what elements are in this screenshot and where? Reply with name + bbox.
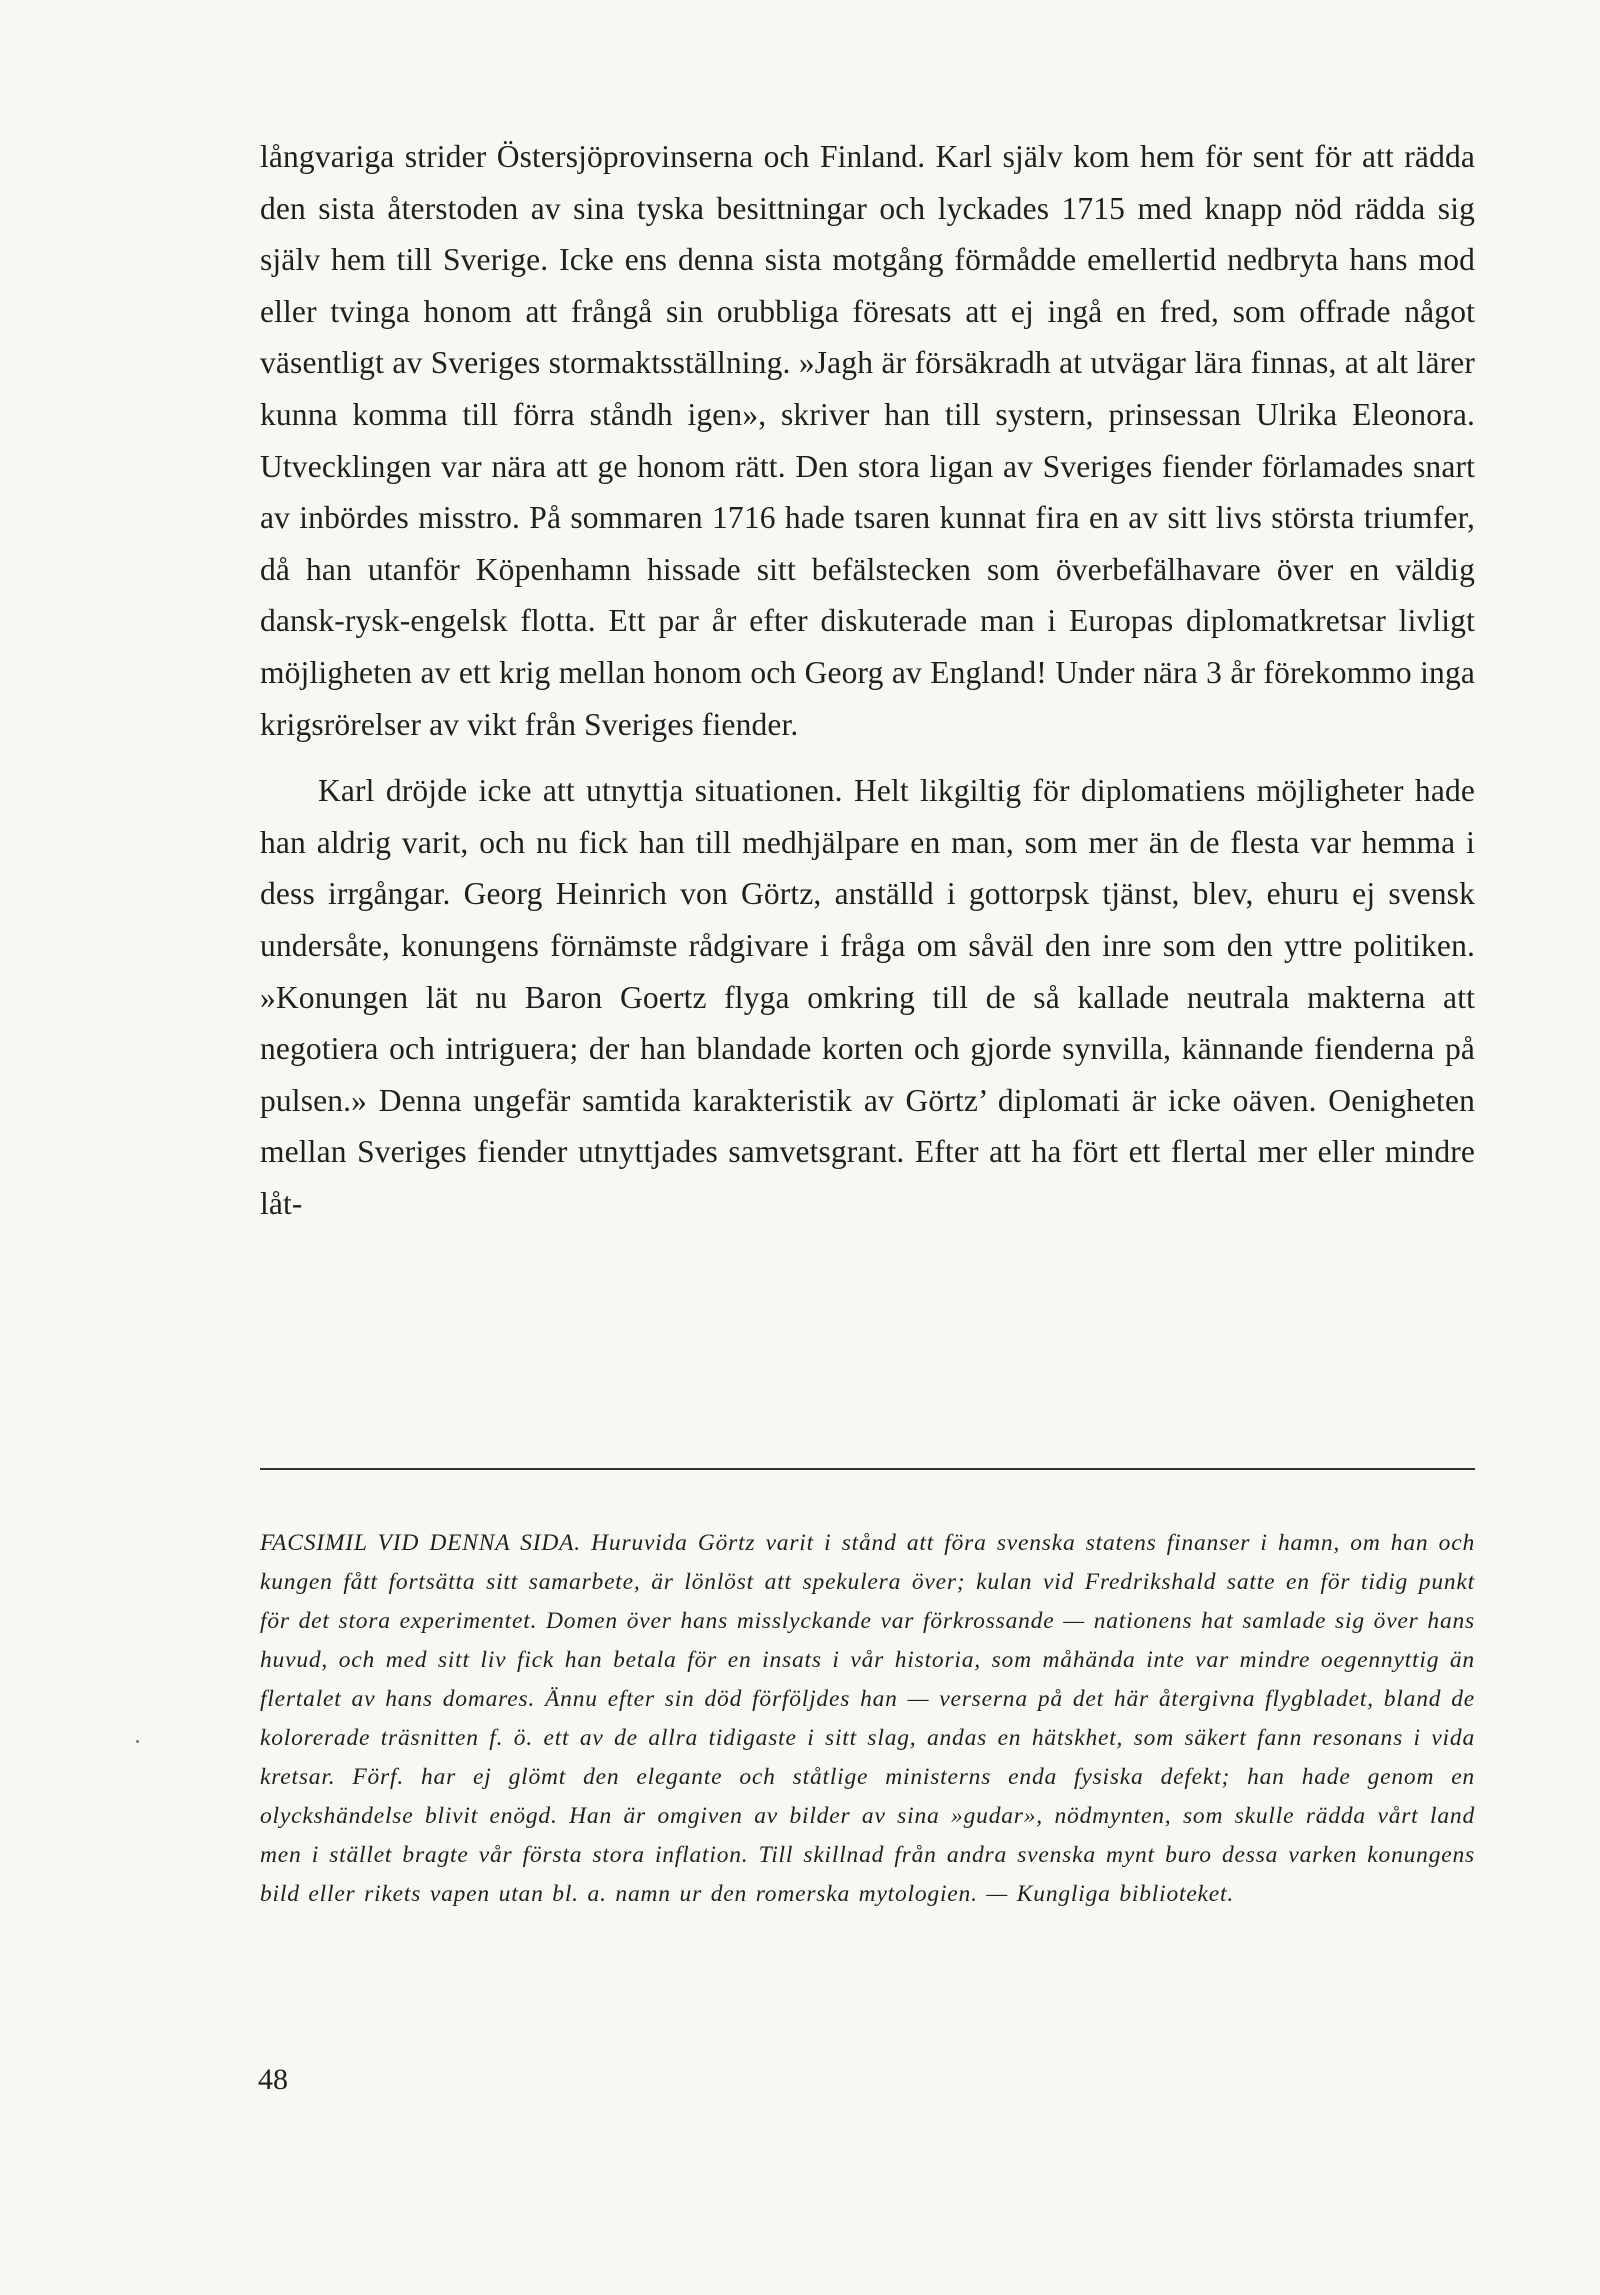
footnote-divider bbox=[260, 1468, 1475, 1470]
footnote-caption: FACSIMIL VID DENNA SIDA. Huruvida Görtz varit i stånd att föra svenska statens finanser i hamn, om han och kungen fått fortsätta sitt samarbete, är lönlöst att spekulera över; kulan vid Fredrikshald satte en för tidig punkt för det stora experimentet. Domen över hans misslyckande var förkrossande — nationens hat samlade sig över hans huvud, och med sitt liv fick han betala för en insats i vår historia, som måhända inte var mindre oegennyttig än flertalet av hans domares. Ännu efter sin död förföljdes han — verserna på det här återgivna flygbladet, bland de kolorerade träsnitten f. ö. ett av de allra tidigaste i sitt slag, andas en hätskhet, som säkert fann resonans i vida kretsar. Förf. har ej glömt den elegante och ståtlige ministerns enda fysiska defekt; han hade genom en olyckshändelse blivit enögd. Han är omgiven av bilder av sina »gudar», nödmynten, som skulle rädda vårt land men i stället bragte vår första stora inflation. Till skillnad från andra svenska mynt buro dessa varken konungens bild eller rikets vapen utan bl. a. namn ur den romerska mytologien. — Kungliga biblioteket. bbox=[260, 1530, 1475, 1907]
page-number: 48 bbox=[258, 2063, 288, 2096]
margin-speck bbox=[136, 1740, 139, 1743]
body-text bbox=[260, 131, 1475, 1229]
paragraph-1: långvariga strider Östersjöprovinserna och Finland. Karl själv kom hem för sent för att rädda den sista återstoden av sina tyska besittningar och lyckades 1715 med knapp nöd rädda sig själv hem till Sverige. Icke ens denna sista motgång förmådde emellertid nedbryta hans mod eller tvinga honom att frångå sin orubbliga föresats att ej ingå en fred, som offrade något väsentligt av Sveriges stormaktsställning. »Jagh är försäkradh at utvägar lära finnas, at alt lärer kunna komma till förra ståndh igen», skriver han till systern, prinsessan Ulrika Eleonora. Utvecklingen var nära att ge honom rätt. Den stora ligan av Sveriges fiender förlamades snart av inbördes misstro. På sommaren 1716 hade tsaren kunnat fira en av sitt livs största triumfer, då han utanför Köpenhamn hissade sitt befälstecken som överbefälhavare över en väldig dansk-rysk-engelsk flotta. Ett par år efter diskuterade man i Europas diplomatkretsar livligt möjligheten av ett krig mellan honom och Georg av England! Under nära 3 år förekommo inga krigsrörelser av vikt från Sveriges fiender. bbox=[260, 139, 1475, 742]
paragraph-2: Karl dröjde icke att utnyttja situationen. Helt likgiltig för diplomatiens möjligheter hade han aldrig varit, och nu fick han till medhjälpare en man, som mer än de flesta var hemma i dess irrgångar. Georg Heinrich von Görtz, anställd i gottorpsk tjänst, blev, ehuru ej svensk undersåte, konungens förnämste rådgivare i fråga om såväl den inre som den yttre politiken. »Konungen lät nu Baron Goertz flyga omkring till de så kallade neutrala makterna att negotiera och intriguera; der han blandade korten och gjorde synvilla, kännande fienderna på pulsen.» Denna ungefär samtida karakteristik av Görtz’ diplomati är icke oäven. Oenigheten mellan Sveriges fiender utnyttjades samvetsgrant. Efter att ha fört ett flertal mer eller mindre låt- bbox=[260, 773, 1475, 1221]
